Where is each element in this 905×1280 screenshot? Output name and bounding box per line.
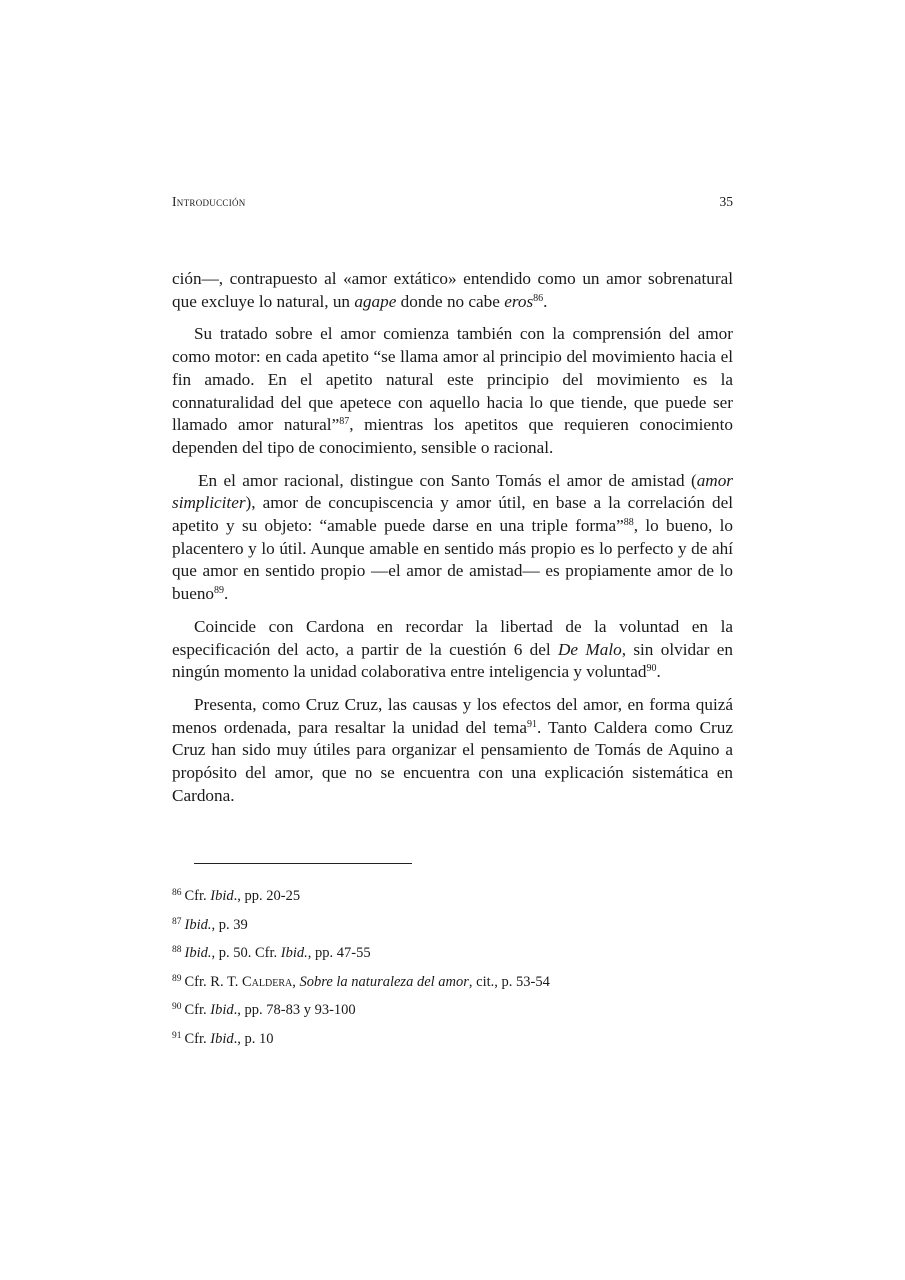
paragraph-5: [172, 694, 733, 808]
footnote-number: 89: [172, 973, 182, 984]
footnote-separator: [194, 863, 412, 864]
footnote: [172, 1025, 733, 1054]
page-number: 35: [719, 194, 733, 209]
footnote-number: 90: [172, 1002, 182, 1012]
text-run: donde no cabe: [396, 291, 505, 311]
text-run: .: [543, 291, 548, 311]
text-run: , p. 50. Cfr.: [211, 945, 281, 961]
main-text: [172, 268, 733, 817]
italic-term: De Malo: [558, 639, 622, 659]
footnote-ref[interactable]: 90: [646, 663, 657, 675]
running-title: Introducción: [172, 194, 246, 209]
text-run: Cfr.: [184, 1002, 211, 1018]
italic-term: Ibid: [210, 888, 234, 904]
footnote: [172, 968, 733, 997]
italic-term: Ibid.: [280, 945, 308, 961]
footnote-ref[interactable]: 86: [533, 292, 544, 304]
text-run: En el amor racional, distingue con Santo Tomás el amor de amistad (: [198, 470, 697, 490]
text-run: ., p. 10: [233, 1030, 274, 1047]
italic-term: agape: [354, 291, 397, 311]
paragraph-3: [172, 470, 733, 606]
text-run: , p. 39: [211, 916, 248, 933]
author-name: Caldera: [241, 973, 293, 990]
text-run: .: [656, 662, 661, 682]
text-run: ., pp. 20-25: [233, 888, 301, 904]
italic-term: Ibid.: [184, 945, 212, 961]
footnote-number: 91: [172, 1030, 182, 1041]
text-run: ., pp. 78-83 y 93-100: [233, 1002, 356, 1018]
book-page: [172, 0, 733, 1280]
italic-term: Ibid.: [184, 916, 212, 933]
running-head: [172, 194, 733, 210]
text-run: Cfr. R. T.: [184, 973, 242, 990]
footnote: [172, 996, 733, 1025]
text-run: Su tratado sobre el amor comienza también con la comprensión del amor como motor: en cada apetito “se llama amor al principio del movimiento hacia el fin amado. En el apetito natural este principio del movimiento es la connaturalidad del que apetece con aquello hacia lo que tiende, que puede ser llamado amor natural”: [172, 324, 733, 435]
text-run: .: [224, 584, 229, 604]
footnote: [172, 939, 733, 968]
text-run: Cfr.: [184, 888, 211, 904]
footnote: [172, 911, 733, 940]
text-run: ), amor de concupiscencia y amor útil, en base a la correlación del apetito y su objeto: “amable puede darse en una triple forma”: [172, 493, 733, 536]
text-run: , lo bueno, lo placentero y lo útil. Aunque amable en sentido más propio es lo perfecto y de ahí que amor en sentido propio —el amor de amistad— es propiamente amor de lo bueno: [172, 516, 733, 604]
paragraph-2: [172, 323, 733, 459]
italic-term: Sobre la naturaleza del amor: [299, 973, 469, 990]
footnote-number: 88: [172, 945, 182, 955]
footnote: [172, 882, 733, 911]
text-run: Coincide con Cardona en recordar la libertad de la voluntad en la especificación del acto, a partir de la cuestión 6 del: [172, 616, 733, 659]
text-run: ,: [292, 973, 300, 990]
text-run: Cfr.: [184, 1030, 211, 1047]
paragraph-4: [172, 616, 733, 684]
text-run: Presenta, como Cruz Cruz, las causas y los efectos del amor, en forma quizá menos ordenada, para resaltar la unidad del tema: [172, 694, 733, 737]
text-run: ción—, contrapuesto al «amor extático» entendido como un amor sobrenatural que excluye lo natural, un: [172, 269, 733, 311]
text-run: , pp. 47-55: [307, 945, 371, 961]
footnote-ref[interactable]: 91: [527, 718, 538, 730]
text-run: , mientras los apetitos que requieren conocimiento dependen del tipo de conocimiento, sensible o racional.: [172, 415, 733, 457]
text-run: , cit., p. 53-54: [468, 973, 550, 990]
footnote-ref[interactable]: 89: [214, 585, 225, 597]
footnote-number: 86: [172, 888, 182, 898]
italic-term: Ibid: [210, 1002, 234, 1018]
text-run: . Tanto Caldera como Cruz Cruz han sido muy útiles para organizar el pensamiento de Tomás de Aquino a propósito del amor, que no se encuentra con una explicación sistemática en Cardona.: [172, 717, 733, 805]
footnote-number: 87: [172, 916, 182, 927]
text-run: , sin olvidar en ningún momento la unidad colaborativa entre inteligencia y voluntad: [172, 639, 733, 682]
italic-term: Ibid: [210, 1030, 234, 1047]
paragraph-1: [172, 268, 733, 313]
footnotes: [172, 882, 733, 1053]
footnote-ref[interactable]: 88: [623, 517, 634, 529]
footnote-ref[interactable]: 87: [339, 416, 350, 428]
italic-term: amor simpliciter: [172, 470, 733, 513]
italic-term: eros: [504, 291, 534, 311]
